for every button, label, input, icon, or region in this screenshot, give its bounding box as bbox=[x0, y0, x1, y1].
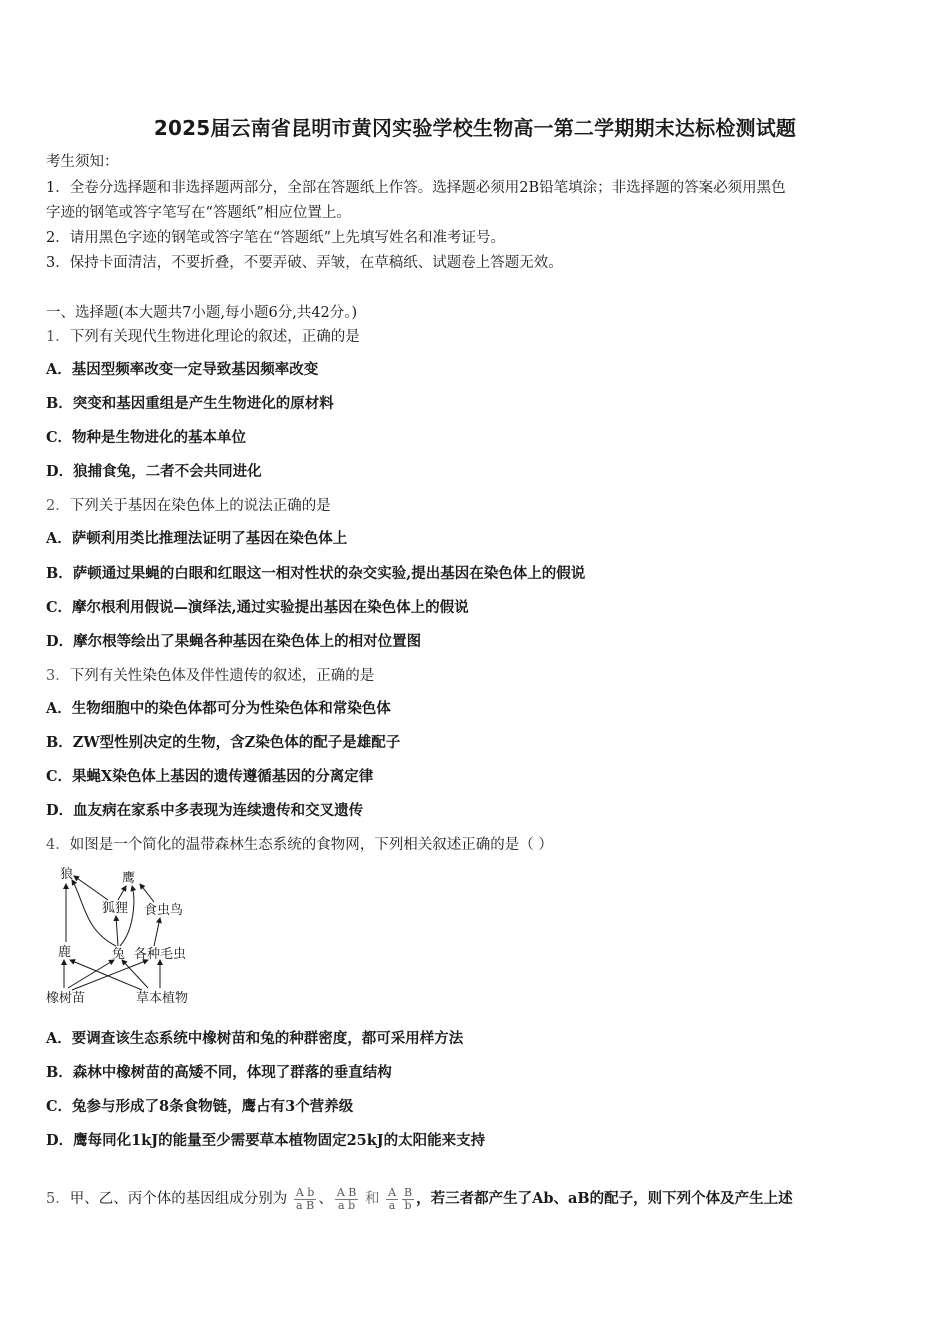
option-text: 突变和基因重组是产生生物进化的原材料 bbox=[72, 395, 334, 412]
answer-option bbox=[46, 462, 916, 482]
option-text: 生物细胞中的染色体都可分为性染色体和常染色体 bbox=[71, 700, 391, 717]
option-label: B． bbox=[46, 734, 73, 751]
arrow-rabbit-fox bbox=[116, 916, 118, 946]
question-number: 3． bbox=[46, 668, 70, 684]
answer-option bbox=[46, 360, 916, 380]
notes-item: 字迹的钢笔或答字笔写在“答题纸”相应位置上。 bbox=[46, 205, 351, 221]
question-text: 下列有关现代生物进化理论的叙述，正确的是 bbox=[69, 329, 360, 345]
answer-option bbox=[46, 564, 916, 584]
answer-option bbox=[46, 1131, 916, 1151]
question-stem bbox=[46, 666, 916, 686]
option-text: 血友病在家系中多表现为连续遗传和交叉遗传 bbox=[73, 802, 364, 819]
answer-option bbox=[46, 733, 916, 753]
question-text: 下列有关性染色体及伴性遗传的叙述，正确的是 bbox=[69, 668, 375, 684]
question-stem bbox=[46, 496, 916, 516]
option-text: 狼捕食兔，二者不会共同进化 bbox=[73, 463, 262, 480]
answer-option bbox=[46, 801, 916, 821]
option-text: 萨顿通过果蝇的白眼和红眼这一相对性状的杂交实验,提出基因在染色体上的假说 bbox=[72, 565, 586, 582]
node-wolf: 狼 bbox=[60, 867, 74, 882]
answer-option bbox=[46, 394, 916, 414]
arrow-caterpillar-bird bbox=[154, 918, 160, 946]
answer-option bbox=[46, 428, 916, 448]
question-number: 1． bbox=[46, 329, 70, 345]
node-rabbit: 兔 bbox=[112, 947, 126, 962]
option-text: 森林中橡树苗的高矮不同，体现了群落的垂直结构 bbox=[72, 1064, 392, 1081]
option-label: C． bbox=[46, 599, 73, 616]
genotype-fraction: $\frac{A}{a}$ bbox=[388, 1185, 397, 1212]
node-caterpillars: 各种毛虫 bbox=[134, 947, 187, 962]
notes-heading: 考生须知： bbox=[46, 154, 119, 170]
genotype-fraction: $\frac{\text{A b}}{\text{a B}}$ bbox=[295, 1185, 315, 1212]
option-label: D． bbox=[46, 802, 74, 819]
node-hawk: 鹰 bbox=[122, 871, 136, 886]
option-text: 摩尔根等绘出了果蝇各种基因在染色体上的相对位置图 bbox=[73, 633, 422, 650]
question-text: 下列关于基因在染色体上的说法正确的是 bbox=[69, 498, 331, 514]
question-number: 5． bbox=[46, 1191, 70, 1207]
page-title: 2025届云南省昆明市黄冈实验学校生物高一第二学期期末达标检测试题 bbox=[153, 116, 797, 140]
option-text: 基因型频率改变一定导致基因频率改变 bbox=[71, 361, 319, 378]
question-number: 2． bbox=[46, 498, 70, 514]
node-oak-seedling: 橡树苗 bbox=[46, 991, 86, 1006]
genotype-fraction: $\frac{\text{A B}}{\text{a b}}$ bbox=[336, 1185, 357, 1212]
option-label: B． bbox=[46, 565, 73, 582]
option-label: A． bbox=[46, 1030, 72, 1047]
genotype-fraction: $\frac{B}{b}$ bbox=[404, 1185, 413, 1212]
option-label: D． bbox=[46, 1132, 74, 1149]
option-label: C． bbox=[46, 1098, 73, 1115]
question-number: 4． bbox=[46, 837, 70, 853]
notes-item: 1．全卷分选择题和非选择题两部分，全部在答题纸上作答。选择题必须用2B铅笔填涂；非选择题的答案必须用黑色 bbox=[46, 180, 786, 196]
question-text: ，若三者都产生了Ab、aB的配子，则下列个体及产生上述 bbox=[416, 1190, 793, 1207]
question-stem bbox=[46, 1184, 926, 1214]
node-deer: 鹿 bbox=[58, 945, 72, 960]
answer-option bbox=[46, 598, 916, 618]
arrow-rabbit-hawk bbox=[120, 886, 134, 946]
answer-option bbox=[46, 767, 916, 787]
option-text: 鹰每同化1kJ的能量至少需要草本植物固定25kJ的太阳能来支持 bbox=[73, 1132, 486, 1149]
answer-option bbox=[46, 1029, 916, 1049]
answer-option bbox=[46, 529, 916, 549]
option-label: D． bbox=[46, 633, 74, 650]
node-herbaceous-plants: 草本植物 bbox=[136, 991, 189, 1006]
answer-option bbox=[46, 632, 916, 652]
notes-item: 2．请用黑色字迹的钢笔或答字笔在“答题纸”上先填写姓名和准考证号。 bbox=[46, 230, 506, 246]
option-text: ZW型性别决定的生物，含Z染色体的配子是雄配子 bbox=[72, 734, 401, 751]
question-text: 甲、乙、丙个体的基因组成分别为 bbox=[69, 1191, 288, 1207]
notes-item: 3．保持卡面清洁，不要折叠，不要弄破、弄皱，在草稿纸、试题卷上答题无效。 bbox=[46, 255, 563, 271]
section-heading: 一、选择题(本大题共7小题,每小题6分,共42分。) bbox=[46, 305, 358, 321]
separator: 、 bbox=[318, 1191, 333, 1207]
option-label: B． bbox=[46, 395, 73, 412]
option-label: A． bbox=[46, 700, 72, 717]
option-text: 摩尔根利用假说—演绎法,通过实验提出基因在染色体上的假说 bbox=[72, 599, 469, 616]
arrow-oak-rabbit bbox=[68, 960, 114, 988]
option-text: 果蝇X染色体上基因的遗传遵循基因的分离定律 bbox=[72, 768, 374, 785]
node-fox: 狐狸 bbox=[102, 901, 129, 916]
option-text: 物种是生物进化的基本单位 bbox=[72, 429, 247, 446]
answer-option bbox=[46, 699, 916, 719]
option-label: D． bbox=[46, 463, 74, 480]
question-text: 如图是一个简化的温带森林生态系统的食物网，下列相关叙述正确的是（ ） bbox=[69, 837, 553, 853]
option-label: A． bbox=[46, 530, 72, 547]
separator: 和 bbox=[364, 1191, 380, 1207]
food-web-diagram bbox=[44, 860, 204, 1010]
option-label: C． bbox=[46, 429, 73, 446]
option-text: 要调查该生态系统中橡树苗和兔的种群密度，都可采用样方法 bbox=[71, 1030, 464, 1047]
arrow-bird-hawk bbox=[140, 884, 154, 902]
arrow-fox-hawk bbox=[118, 886, 126, 900]
question-stem bbox=[46, 327, 916, 347]
option-label: C． bbox=[46, 768, 73, 785]
answer-option bbox=[46, 1097, 916, 1117]
option-label: A． bbox=[46, 361, 72, 378]
node-insectivorous-bird: 食虫鸟 bbox=[144, 903, 184, 918]
question-stem bbox=[46, 835, 916, 855]
option-text: 萨顿利用类比推理法证明了基因在染色体上 bbox=[71, 530, 348, 547]
answer-option bbox=[46, 1063, 916, 1083]
option-label: B． bbox=[46, 1064, 73, 1081]
option-text: 兔参与形成了8条食物链，鹰占有3个营养级 bbox=[72, 1098, 354, 1115]
